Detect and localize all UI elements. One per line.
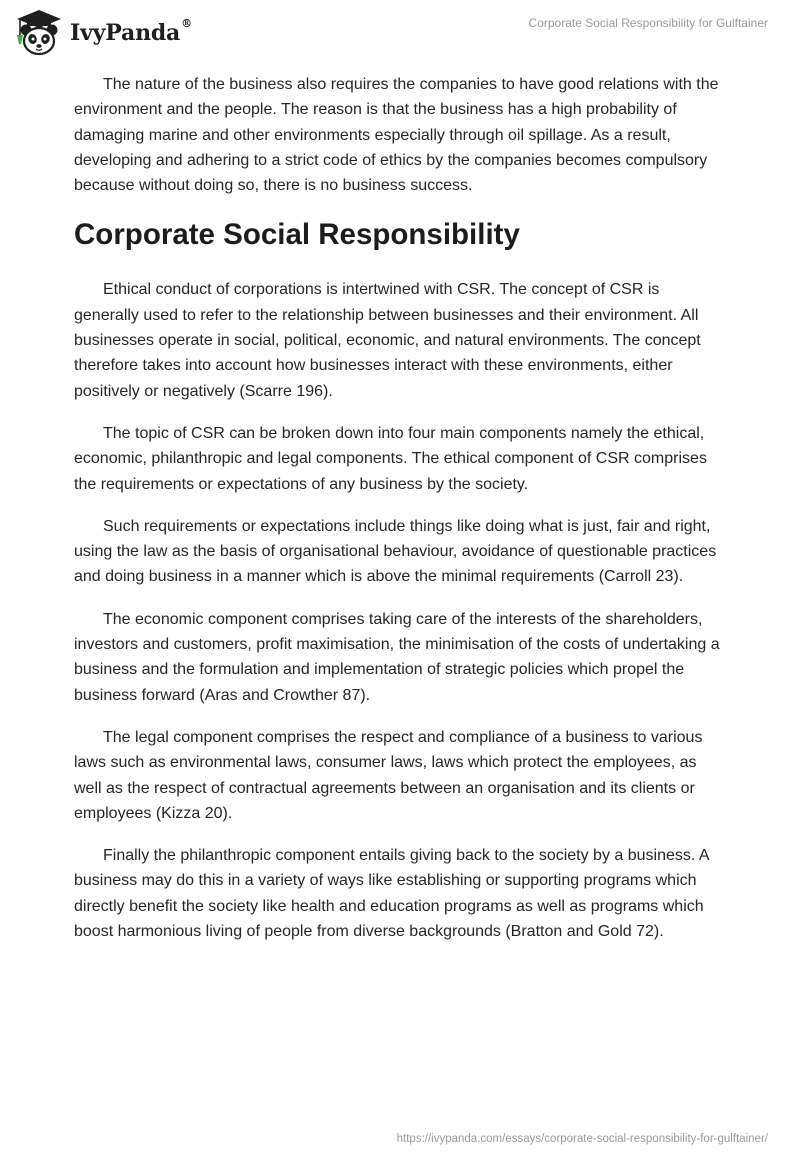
essay-content <box>74 72 728 961</box>
section-heading: Corporate Social Responsibility <box>74 218 520 252</box>
body-paragraph: The topic of CSR can be broken down into four main components namely the ethical, economic, philanthropic and legal components. The ethical component of CSR comprises the requirements or expectations of any business by the society. <box>74 424 707 493</box>
panda-graduation-cap-icon <box>14 8 64 56</box>
brand-name: IvyPanda® <box>70 17 192 46</box>
source-url-link[interactable]: https://ivypanda.com/essays/corporate-social-responsibility-for-gulftainer/ <box>396 1133 768 1145</box>
body-paragraph: Ethical conduct of corporations is intertwined with CSR. The concept of CSR is generally used to refer to the relationship between businesses and their environment. All businesses operate in social, political, economic, and natural environments. The concept therefore takes into account how businesses interact with these environments, either positively or negatively (Scarre 196). <box>74 281 701 400</box>
body-paragraph: The legal component comprises the respect and compliance of a business to various laws such as environmental laws, consumer laws, laws which protect the employees, as well as the respect of contractual agreements between an organisation and its clients or employees (Kizza 20). <box>74 728 703 822</box>
page-header <box>0 0 800 60</box>
body-paragraph: Such requirements or expectations include things like doing what is just, fair and right, using the law as the basis of organisational behaviour, avoidance of questionable practices and doing business in a manner which is above the minimal requirements (Carroll 23). <box>74 517 717 586</box>
body-paragraph: Finally the philanthropic component entails giving back to the society by a business. A business may do this in a variety of ways like establishing or supporting programs which directly benefit the society like health and education programs as well as programs which boost harmonious living of people from diverse backgrounds (Bratton and Gold 72). <box>74 847 709 941</box>
running-title: Corporate Social Responsibility for Gulftainer <box>528 16 768 30</box>
ivypanda-logo[interactable] <box>14 8 192 56</box>
body-paragraph: The economic component comprises taking care of the interests of the shareholders, investors and customers, profit maximisation, the minimisation of the costs of undertaking a business and the formulation and implementation of strategic policies which propel the business forward (Aras and Crowther 87). <box>74 610 720 704</box>
intro-paragraph: The nature of the business also requires the companies to have good relations with the environment and the people. The reason is that the business has a high probability of damaging marine and other environments especially through oil spillage. As a result, developing and adhering to a strict code of ethics by the companies becomes compulsory because without doing so, there is no business success. <box>74 76 719 195</box>
registered-mark: ® <box>181 17 192 30</box>
